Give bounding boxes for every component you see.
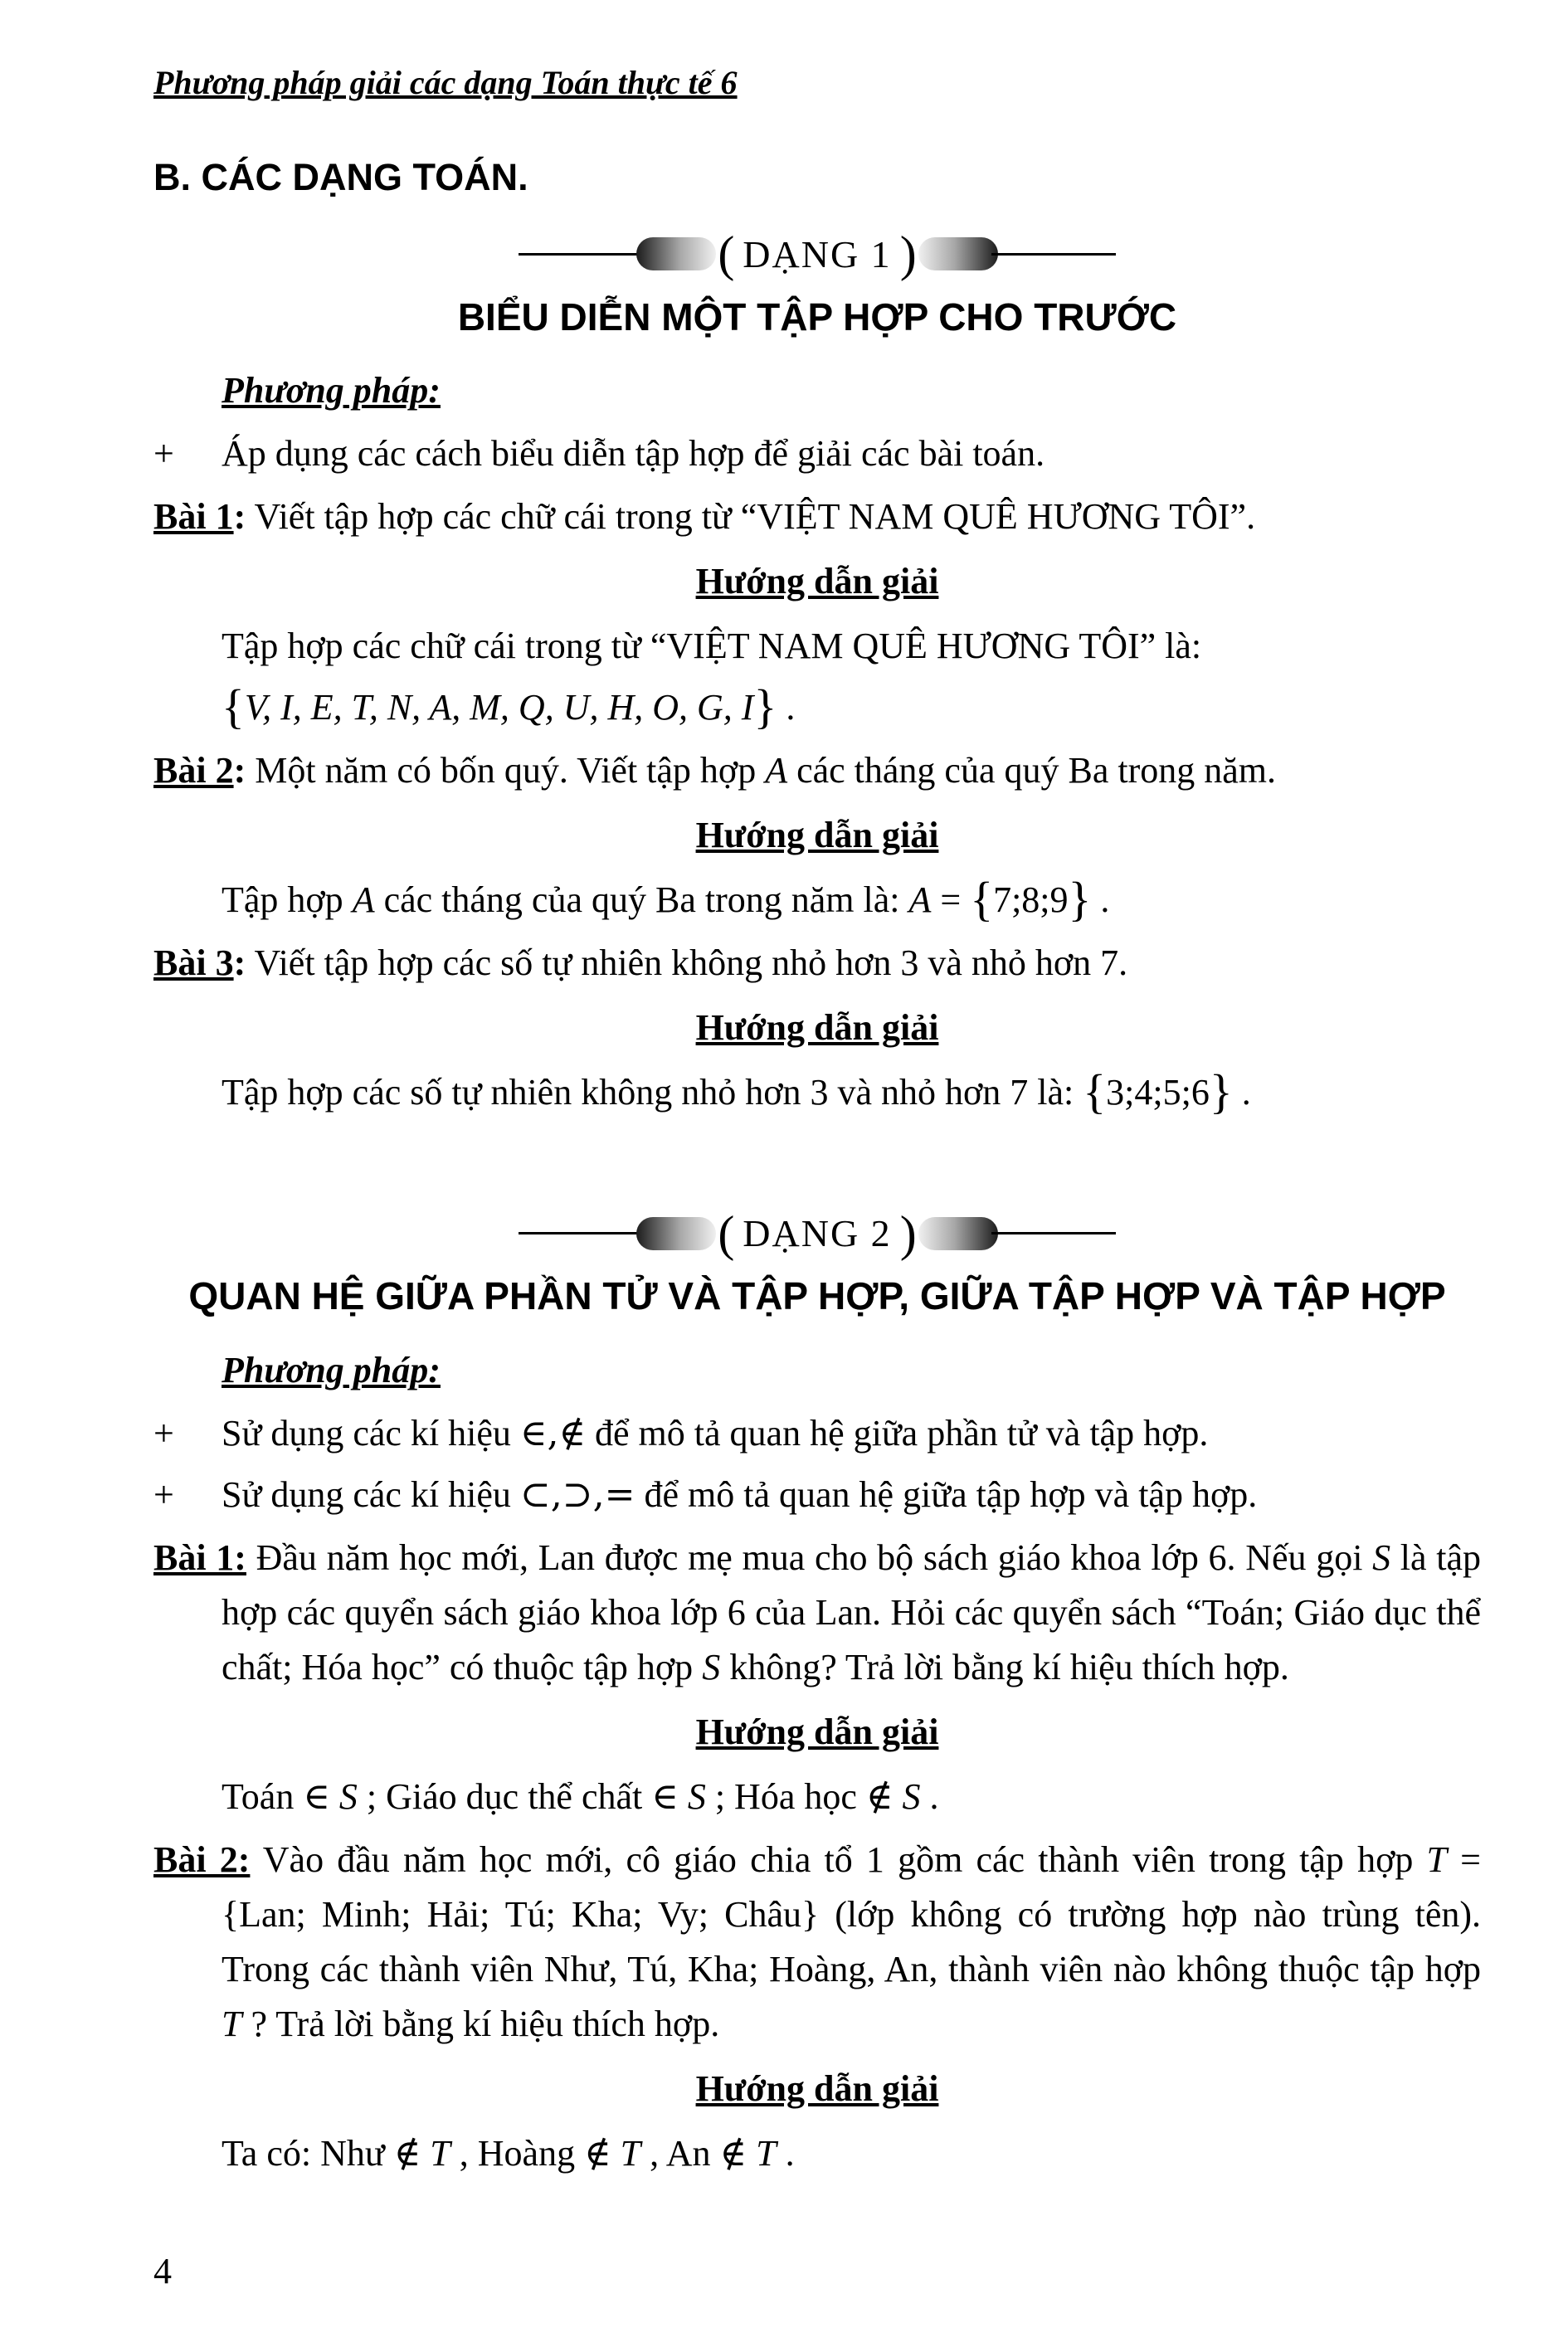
dang2-method-label-line: [153, 1343, 1481, 1398]
dang2-banner: [153, 1205, 1481, 1262]
dang1-bai2-solution: Tập hợp A các tháng của quý Ba trong năm là: A = {7;8;9} .: [222, 872, 1110, 927]
banner-paren-open: (: [718, 1205, 735, 1261]
dang2-method-label: Phương pháp:: [222, 1350, 441, 1391]
dang2-bai1-solution: Toán ∈ S ; Giáo dục thể chất ∈ S ; Hóa học ∉ S .: [222, 1775, 939, 1819]
dang2-method-item-1: [153, 1406, 1481, 1461]
dang2-title: QUAN HỆ GIỮA PHẦN TỬ VÀ TẬP HỢP, GIỮA TẬP HỢP VÀ TẬP HỢP: [188, 1274, 1446, 1318]
banner-rule-right: [991, 253, 1116, 256]
dang2-banner-label: DẠNG 2: [743, 1212, 892, 1255]
dang1-bai3-solution: Tập hợp các số tự nhiên không nhỏ hơn 3 và nhỏ hơn 7 là: {3;4;5;6} .: [222, 1064, 1251, 1119]
banner-pill-right: [918, 237, 998, 270]
plus-marker: +: [153, 433, 174, 475]
plus-marker: +: [153, 1474, 174, 1516]
dang1-bai1-statement: Bài 1: Viết tập hợp các chữ cái trong từ “VIỆT NAM QUÊ HƯƠNG TÔI”.: [153, 496, 1256, 538]
banner-rule-right: [991, 1232, 1116, 1234]
banner-paren-open: (: [718, 226, 735, 281]
banner-rule-left: [519, 1232, 643, 1234]
dang1-method-item: [153, 426, 1481, 481]
dang1-bai1-solution-set: {V, I, E, T, N, A, M, Q, U, H, O, G, I} .: [222, 679, 796, 734]
solution-heading-1: Hướng dẫn giải: [695, 561, 939, 602]
dang1-bai2-statement: Bài 2: Một năm có bốn quý. Viết tập hợp A các tháng của quý Ba trong năm.: [153, 750, 1277, 791]
banner-pill-left: [636, 237, 716, 270]
section-spacer: [153, 1127, 1481, 1185]
dang1-method-label-line: [153, 363, 1481, 418]
page-number: 4: [153, 2251, 172, 2291]
dang1-bai3-statement: Bài 3: Viết tập hợp các số tự nhiên không nhỏ hơn 3 và nhỏ hơn 7.: [153, 942, 1128, 984]
solution-heading-5: Hướng dẫn giải: [695, 2068, 939, 2110]
banner-pill-left: [636, 1217, 716, 1250]
banner-paren-close: ): [899, 1205, 917, 1261]
dang1-banner: [153, 226, 1481, 283]
solution-heading-4: Hướng dẫn giải: [695, 1712, 939, 1753]
dang1-banner-label: DẠNG 1: [743, 232, 892, 275]
dang1-bai1-solution-intro: Tập hợp các chữ cái trong từ “VIỆT NAM QUÊ HƯƠNG TÔI” là:: [222, 626, 1202, 667]
solution-heading-3: Hướng dẫn giải: [695, 1007, 939, 1049]
dang1-title: BIỂU DIỄN MỘT TẬP HỢP CHO TRƯỚC: [457, 295, 1177, 338]
dang1-method-label: Phương pháp:: [222, 370, 441, 411]
dang2-bai1-statement: Bài 1: Đầu năm học mới, Lan được mẹ mua cho bộ sách giáo khoa lớp 6. Nếu gọi S là tập hợp các quyển sách giáo khoa lớp 6 của Lan. Hỏi các quyển sách “Toán; Giáo dục thể chất; Hóa học” có thuộc tập hợp S không? Trả lời bằng kí hiệu thích hợp.: [153, 1537, 1481, 1688]
plus-marker: +: [153, 1413, 174, 1454]
dang1-method-item-text: Áp dụng các cách biểu diễn tập hợp để giải các bài toán.: [222, 433, 1045, 475]
dang2-bai2-solution: Ta có: Như ∉ T , Hoàng ∉ T , An ∉ T .: [222, 2132, 795, 2175]
dang2-method-item-2-text: Sử dụng các kí hiệu ⊂,⊃,= để mô tả quan hệ giữa tập hợp và tập hợp.: [222, 1473, 1258, 1517]
section-heading: B. CÁC DẠNG TOÁN.: [153, 156, 528, 198]
banner-pill-right: [918, 1217, 998, 1250]
banner-paren-close: ): [899, 226, 917, 281]
running-header: Phương pháp giải các dạng Toán thực tế 6: [153, 64, 738, 101]
banner-rule-left: [519, 253, 643, 256]
dang2-method-item-1-text: Sử dụng các kí hiệu ∈,∉ để mô tả quan hệ giữa phần tử và tập hợp.: [222, 1412, 1209, 1455]
dang2-bai2-statement: Bài 2: Vào đầu năm học mới, cô giáo chia tổ 1 gồm các thành viên trong tập hợp T = {Lan; Minh; Hải; Tú; Kha; Vy; Châu} (lớp không có trường hợp nào trùng tên). Trong các thành viên Như, Tú, Kha; Hoàng, An, thành viên nào không thuộc tập hợp T ? Trả lời bằng kí hiệu thích hợp.: [153, 1839, 1481, 2045]
solution-heading-2: Hướng dẫn giải: [695, 815, 939, 856]
dang2-method-item-2: [153, 1468, 1481, 1522]
